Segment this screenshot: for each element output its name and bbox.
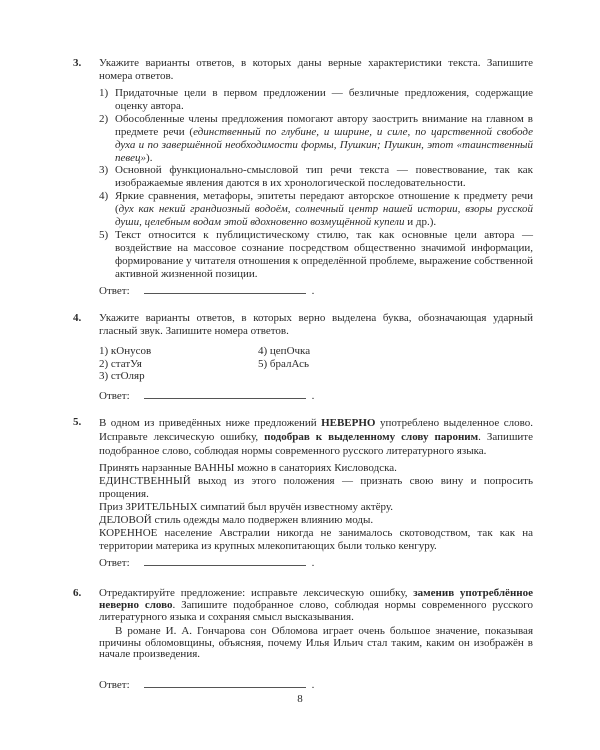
sentence: Принять нарзанные ВАННЫ можно в санаториях Кисловодска. (99, 462, 397, 474)
answer-field-6[interactable] (99, 678, 314, 692)
answer-label: Ответ: (99, 679, 130, 691)
answer-label: Ответ: (99, 557, 130, 569)
answer-dot: . (311, 285, 315, 297)
option-text: Текст относится к публицистическому стилю, так как основные цели автора — воздействие на массовое сознание посредством общественно значимой информации, формирование у читателя отношения к определённой проблеме, выражение собственной активной жизненной позиции. (115, 228, 533, 280)
option-quote: единственный по глубине, и ширине, и силе, по царственной свободе духа и по завершённой необходимости формы, Пушкин; Пушкин, этот «таинственный певец» (115, 125, 533, 164)
option-text: Яркие сравнения, метафоры, эпитеты передают авторское отношение к предмету речи ( (115, 190, 533, 216)
question-5-stem (99, 416, 533, 458)
stem-text: . Запишите подобранное слово, соблюдая нормы современного русского литературного языка и сохраняя смысл высказывания. (99, 599, 533, 623)
option-item: 2) статУя (99, 357, 142, 370)
question-6-sentence: В романе И. А. Гончарова сон Обломова играет очень большое значение, показывая причины обломовщины, объясняя, почему Илья Ильич стал таким, каким он изображён в начале произведения. (99, 625, 533, 661)
stem-text: употреблено выделенное слово. Исправьте лексическую ошибку, (99, 417, 533, 443)
question-3-stem: Укажите варианты ответов, в которых даны верные характеристики текста. Запишите номера ответов. (99, 57, 533, 82)
question-6-stem (99, 587, 533, 623)
answer-label: Ответ: (99, 390, 130, 402)
option-item (99, 190, 533, 229)
answer-line[interactable] (144, 389, 306, 399)
option-item: 4) цепОчка (258, 345, 311, 357)
question-3-options (99, 87, 533, 281)
option-text: Обособленные члены предложения помогают автору заострить внимание на главном в предмете речи ( (115, 112, 533, 138)
option-item: 3) стОляр (99, 370, 145, 382)
answer-line[interactable] (144, 284, 306, 294)
stem-emphasis: заменив употреблённое неверно слово (99, 587, 533, 611)
option-item (99, 229, 533, 281)
answer-line[interactable] (144, 678, 306, 688)
sentence: ДЕЛОВОЙ стиль одежды мало подвержен влиянию моды. (99, 514, 374, 526)
option-text: Придаточные цели в первом предложении — безличные предложения, содержащие оценку автора. (115, 87, 533, 112)
option-item: 5) бралАсь (258, 357, 310, 370)
question-3-number: 3. (73, 57, 82, 69)
option-number: 5) (99, 228, 109, 241)
question-5-number: 5. (73, 416, 82, 428)
option-text-tail: ). (146, 151, 153, 164)
page-number: 8 (297, 693, 303, 705)
option-number: 4) (99, 190, 109, 203)
option-quote: дух как некий грандиозный водоём, солнечный центр нашей истории, взоры русской души, целебным водам этой вдохновенно возмущённой купели (115, 203, 533, 229)
answer-dot: . (311, 679, 315, 691)
option-item (99, 113, 533, 165)
stem-text: В одном из приведённых ниже предложений (99, 417, 322, 429)
answer-field-4[interactable] (99, 389, 314, 403)
question-4-stem: Укажите варианты ответов, в которых верно выделена буква, обозначающая ударный гласный звук. Запишите номера ответов. (99, 312, 533, 337)
option-number: 2) (99, 112, 109, 125)
option-number: 1) (99, 87, 109, 99)
sentence: КОРЕННОЕ население Австралии никогда не занималось скотоводством, так как на территории материка из крупных млекопитающих были только кенгуру. (99, 527, 533, 552)
question-4-number: 4. (73, 312, 82, 324)
answer-field-3[interactable] (99, 284, 314, 298)
option-item (99, 87, 533, 113)
option-number: 3) (99, 164, 109, 177)
sentence: Приз ЗРИТЕЛЬНЫХ симпатий был вручён известному актёру. (99, 501, 394, 513)
answer-dot: . (311, 390, 315, 402)
answer-line[interactable] (144, 556, 306, 566)
answer-dot: . (311, 557, 315, 569)
stem-text: . Запишите подобранное слово, соблюдая нормы современного русского литературного языка. (99, 431, 533, 457)
option-item (99, 164, 533, 190)
question-5-sentences (99, 462, 533, 553)
stem-emphasis: подобрав к выделенному слову пароним (264, 431, 479, 443)
option-text: Основной функционально-смысловой тип речи текста — повествование, так как изображаемые явления даются в их хронологической последовательности. (115, 164, 533, 190)
answer-label: Ответ: (99, 285, 130, 297)
sentence: ЕДИНСТВЕННЫЙ выход из этого положения — признать свою вину и попросить прощения. (99, 475, 533, 500)
answer-field-5[interactable] (99, 556, 314, 570)
option-item: 1) кОнусов (99, 345, 152, 357)
stem-emphasis: НЕВЕРНО (321, 417, 376, 429)
question-6-number: 6. (73, 587, 82, 599)
stem-text: Отредактируйте предложение: исправьте лексическую ошибку, (99, 587, 414, 599)
option-text-tail: и др.). (404, 216, 437, 229)
